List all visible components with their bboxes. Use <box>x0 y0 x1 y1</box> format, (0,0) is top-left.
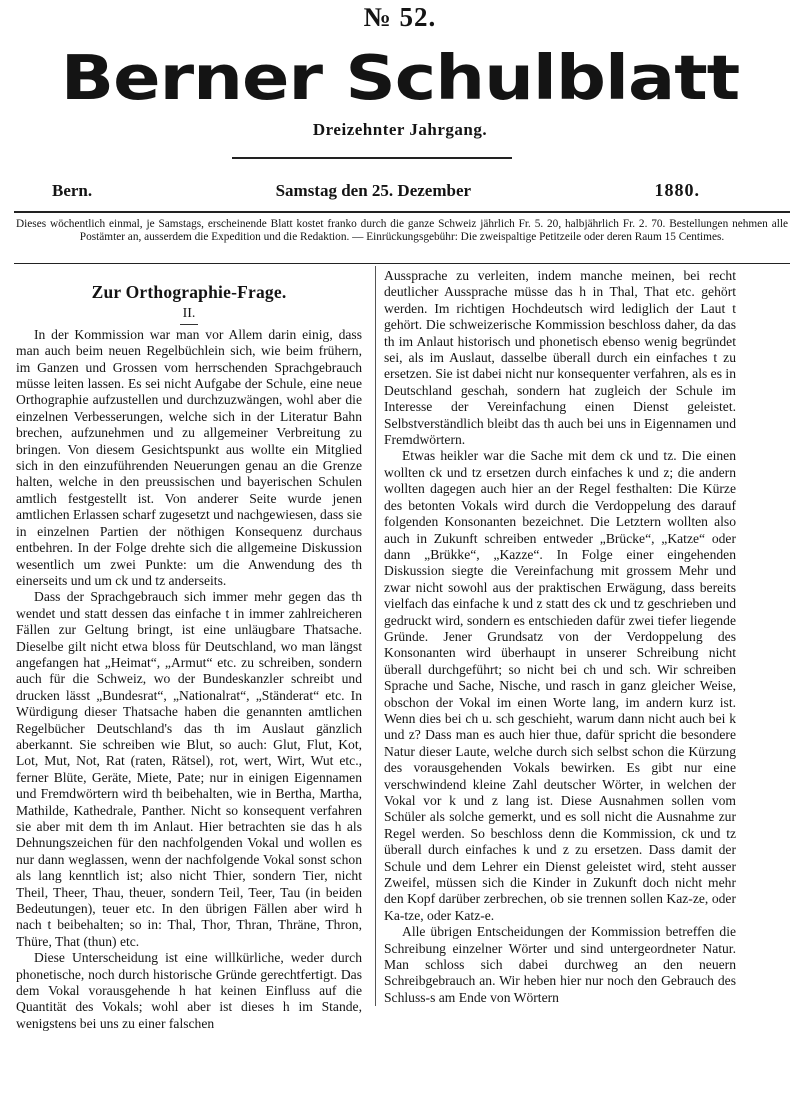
article-paragraph: Diese Unterscheidung ist eine willkürliche, weder durch phonetische, noch durch historische Gründe gerechtfertigt. Das dem Vokal vorausgehende h hat keinen Einfluss auf die Quantität des Vokals; wohl aber ist dieses h im Stande, wenigstens bei uns zu einer falschen <box>16 950 362 1031</box>
column-separator <box>375 266 376 1006</box>
issue-number: № 52. <box>363 2 437 32</box>
dateline-place: Bern. <box>52 181 93 200</box>
masthead-title: Berner Schulblatt <box>60 41 740 115</box>
article-part-number: II. <box>16 306 362 324</box>
article-paragraph: Alle übrigen Entscheidungen der Kommission betreffen die Schreibung einzelner Wörter und sind untergeordneter Natur. Man schloss sich dabei durchweg an den neuern Schreibgebrauch an. Wir heben hier nur noch den Gebrauch des Schluss-s am Ende von Wörtern <box>384 924 736 1005</box>
dateline-date: Samstag den 25. Dezember <box>275 181 472 200</box>
article-paragraph: In der Kommission war man vor Allem darin einig, dass man auch beim neuen Regelbüchlein sich, wie beim frühern, im Ganzen und Grossen vom herrschenden Sprachgebrauch müsse leiten lassen. Es sei nicht Aufgabe der Schule, eine neue Orthographie aufzustellen und durchzuzwängen, wohl aber die einzelnen Verbesserungen, welche sich in der Literatur Bahn brechen, aufzunehmen und zu allgemeiner Verbreitung zu bringen. Von diesem Gesichtspunkt aus wollte ein Mitglied sich in den einzuführenden Neuerungen genau an die Grenze halten, welche in den preussischen und bayerischen Schulen amtlich festgestellt ist. Von anderer Seite wurde jenen amtlichen Erlassen scharf zugesetzt und nachgewiesen, dass sie in einzelnen Partien der nöthigen Konsequenz durchaus entbehren. In der Folge drehte sich die allgemeine Diskussion wesentlich um zwei Punkte: um die Anwendung des th einerseits und um ck und tz anderseits. <box>16 326 362 588</box>
article-left-column <box>16 284 362 1032</box>
masthead-rule <box>232 157 512 159</box>
article-right-column <box>384 268 736 1006</box>
notice-rule <box>14 263 790 264</box>
article-paragraph: Dass der Sprachgebrauch sich immer mehr gegen das th wendet und statt dessen das einfache t in immer zahlreicheren Fällen zur Geltung bringt, ist eine unläugbare Thatsache. Dieselbe gilt nicht etwa bloss für Deutschland, wo man längst angefangen hat „Heimat“, „Armut“ etc. zu schreiben, sondern auch für die Schweiz, wo der Bundeskanzler schreibt und drucken lässt „Bundesrat“, „Nationalrat“, „Ständerat“ etc. In Würdigung dieser Thatsache haben die genannten amtlichen Regelbücher Deutschland's das th im Auslaut gänzlich aberkannt. Sie schreiben wie Blut, so auch: Glut, Flut, Kot, Lot, Mut, Not, Rat (raten, Rätsel), rot, wert, Wirt, Wut etc., ferner Blüte, Geräte, Miete, Pate; nur in einigen Eigennamen und Fremdwörtern wird th beibehalten, wie in Bertha, Martha, Mathilde, Kathedrale, Panther. Nicht so konsequent verfahren sie aber mit dem th im Anlaut. Hier betrachten sie das h als Dehnungszeichen für den nachfolgenden Vokal und wollen es nur dann weglassen, wenn der nachfolgende Vokal sonst schon als lang kenntlich ist; also nicht Thier, sondern Tier, nicht Theil, Theer, Thau, theuer, sondern Teil, Teer, Tau (in beiden Bedeutungen), teuer etc. In den übrigen Fällen aber wird h nach t beibehalten; so in: Thal, Thor, Thran, Thräne, Thron, Thüre, That (thun) etc. <box>16 589 362 949</box>
article-headline: Zur Orthographie-Frage. <box>91 282 287 302</box>
dateline <box>52 180 700 201</box>
article-paragraph: Etwas heikler war die Sache mit dem ck und tz. Die einen wollten ck und tz ersetzen durch einfaches k und z; die andern wollten dagegen auch hier an der Regel festhalten: Die Kürze des betonten Vokals wird durch die Verdoppelung des darauf folgenden Konsonanten bezeichnet. Die Letztern wollten also auch in Zukunft schreiben entweder „Brücke“, „Katze“ oder dann „Brükke“, „Kazze“. In Folge einer eingehenden Diskussion siegte die Vereinfachung mit grossem Mehr und zwar nicht sowohl aus der praktischen Erwägung, dass bereits vielfach das einfache k und z statt des ck und tz geschrieben und gedruckt wird, sondern es entschieden dafür zwei tiefer liegende Gründe. Jener Grundsatz von der Verdoppelung des Konsonanten wird überhaupt in unserer Schreibung nicht überall durchgeführt; so nicht bei ch und sch. Wir schreiben Sprache und Sache, Nische, und rasch in ganz gleicher Weise, obschon der Vokal im einen Worte lang, im andern kurz ist. Wenn dies bei ch u. sch geschieht, warum dann nicht auch bei k und z? Dass man es auch hier thue, dafür spricht die besondere Natur dieser Laute, welche durch sich selbst schon die Kürzung des vorausgehenden Vokals bewirken. Es gibt nur eine verschwindend kleine Zahl deutscher Wörter, in welchen der Vokal vor k und z lang ist. Diese Ausnahmen sollen vom Schüler als solche gemerkt, und es soll nicht die Ausnahme zur Regel werden. So beschloss denn die Kommission, ck und tz überall durch einfaches k und z zu ersetzen. Dass damit der Schule und dem Lehrer ein Dienst geleistet wird, steht ausser Zweifel, müssen sich die Kinder in Zukunft doch nicht mehr den Kopf darüber zerbrechen, ob sie trennen sollen Kaz-ze, oder Ka-tze, oder Katz-e. <box>384 448 736 923</box>
header-rule <box>14 211 790 213</box>
masthead-subtitle: Dreizehnter Jahrgang. <box>312 120 488 139</box>
dateline-year: 1880. <box>654 180 700 200</box>
subscription-notice: Dieses wöchentlich einmal, je Samstags, erscheinende Blatt kostet franko durch die ganze Schweiz jährlich Fr. 5. 20, halbjährlich Fr. 2. 70. Bestellungen nehmen alle Postämter an, ausserdem die Expedition und die Redaktion. — Einrückungsgebühr: Die zweispaltige Petitzeile oder deren Raum 15 Centimes. <box>16 218 788 243</box>
article-paragraph-continued: Aussprache zu verleiten, indem manche meinen, bei recht deutlicher Aussprache müsse das h in Thal, That etc. gehört werden. Im richtigen Hochdeutsch wird lediglich der Laut t gehört. Die schweizerische Kommission beschloss daher, da das th im Anlaut historisch und phonetisch ebenso wenig begründet sei, als im Auslaut, dasselbe überall durch ein einfaches t zu ersetzen. Sie ist dabei nicht nur konsequenter verfahren, als es in Deutschland geschah, sondern hat zugleich der Schule im Interesse der Vereinfachung einen Dienst geleistet. Selbstverständlich bleibt das th auch bei uns in Eigennamen und Fremdwörtern. <box>384 268 736 448</box>
